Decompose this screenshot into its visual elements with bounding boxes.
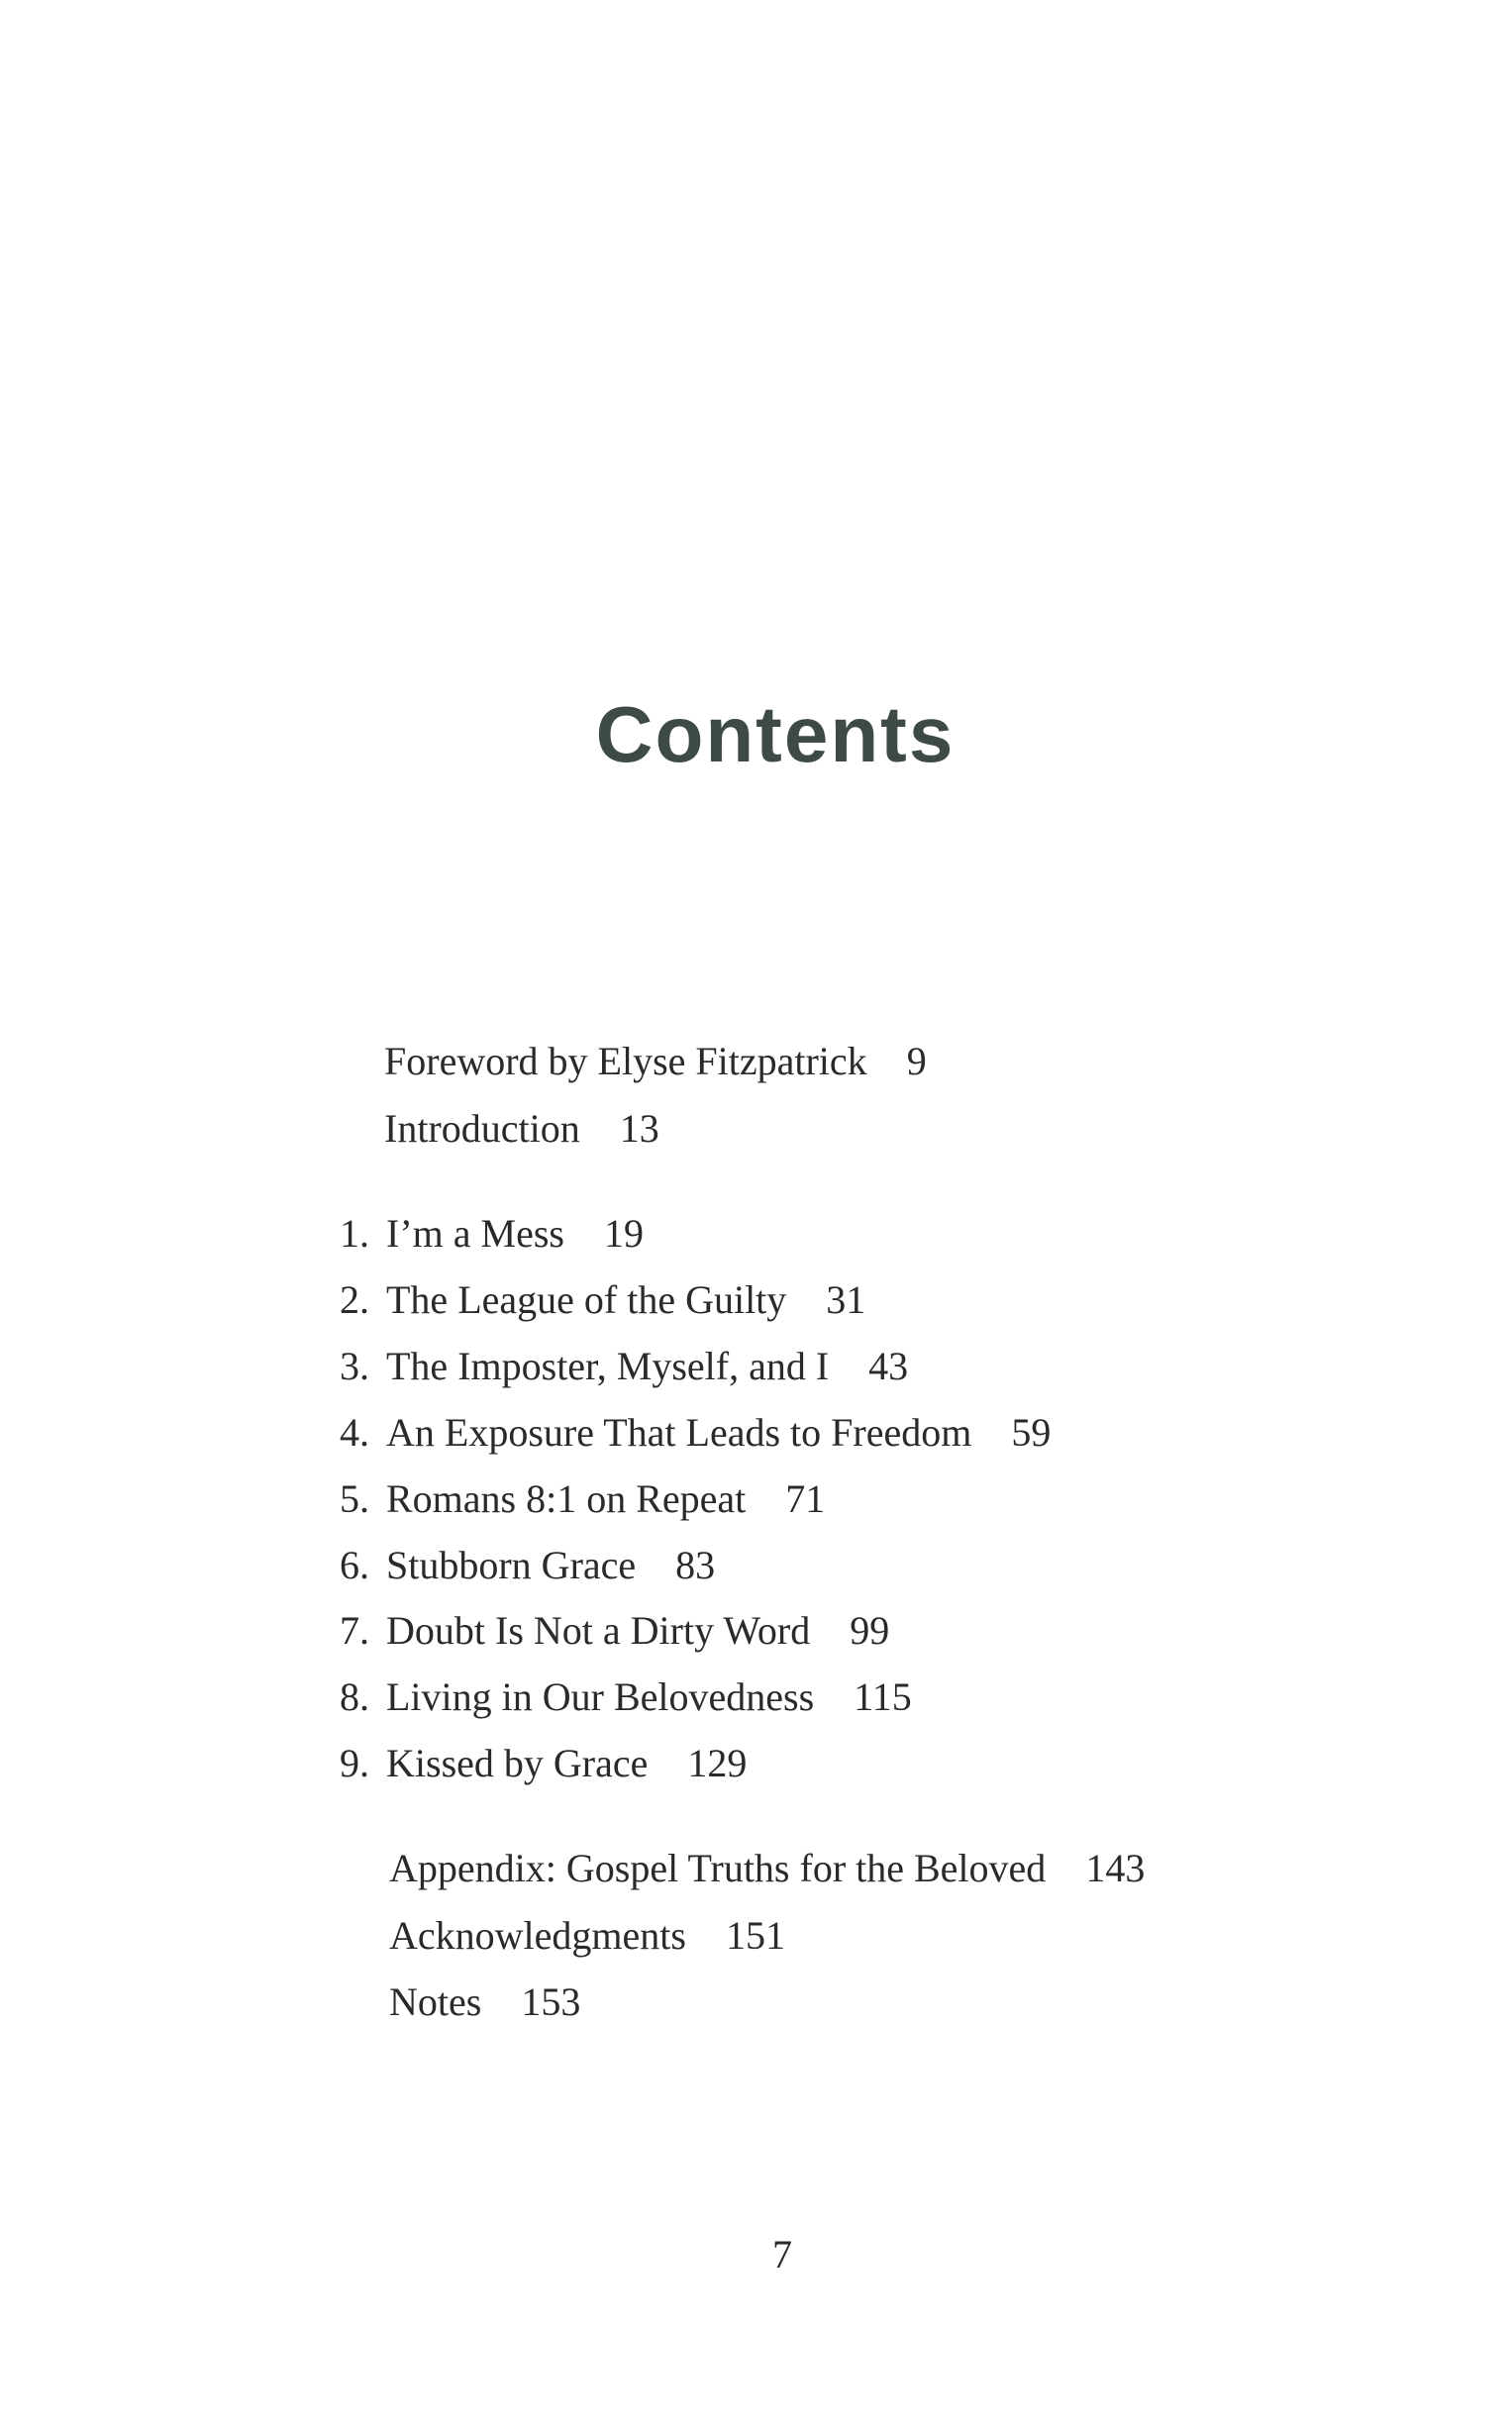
chapter-number: 6. bbox=[340, 1542, 369, 1587]
entry-label: The League of the Guilty bbox=[386, 1276, 787, 1322]
toc-entry-chapter bbox=[340, 1266, 865, 1333]
entry-label: Living in Our Belovedness bbox=[386, 1674, 815, 1720]
entry-page: 115 bbox=[854, 1674, 912, 1720]
entry-label: Acknowledgments bbox=[389, 1913, 686, 1958]
chapter-number: 8. bbox=[340, 1674, 369, 1720]
chapter-number: 5. bbox=[340, 1475, 369, 1521]
toc-entry-introduction bbox=[384, 1095, 659, 1162]
chapter-number: 3. bbox=[340, 1343, 369, 1388]
toc-entry-chapter bbox=[340, 1399, 1051, 1466]
entry-page: 13 bbox=[619, 1106, 659, 1151]
toc-entry-notes bbox=[389, 1969, 580, 2035]
chapter-number: 9. bbox=[340, 1741, 369, 1786]
entry-label: Foreword by Elyse Fitzpatrick bbox=[384, 1039, 867, 1083]
toc-entry-chapter bbox=[340, 1333, 908, 1399]
entry-page: 43 bbox=[868, 1343, 909, 1388]
chapter-number: 1. bbox=[340, 1211, 369, 1256]
toc-entry-chapter bbox=[340, 1532, 715, 1598]
page-title: Contents bbox=[595, 690, 956, 778]
entry-page: 151 bbox=[725, 1913, 785, 1958]
toc-entry-chapter bbox=[340, 1664, 912, 1730]
entry-page: 99 bbox=[850, 1608, 890, 1654]
chapter-number: 7. bbox=[340, 1608, 369, 1654]
entry-label: The Imposter, Myself, and I bbox=[386, 1343, 830, 1388]
toc-entry-foreword bbox=[384, 1028, 927, 1094]
entry-page: 59 bbox=[1011, 1409, 1052, 1455]
entry-label: Introduction bbox=[384, 1106, 580, 1151]
entry-label: An Exposure That Leads to Freedom bbox=[386, 1409, 972, 1455]
chapter-number: 4. bbox=[340, 1409, 369, 1455]
entry-label: Romans 8:1 on Repeat bbox=[386, 1475, 747, 1521]
entry-page: 153 bbox=[521, 1979, 581, 2024]
toc-entry-chapter bbox=[340, 1597, 889, 1664]
entry-page: 71 bbox=[785, 1475, 826, 1521]
entry-label: Stubborn Grace bbox=[386, 1542, 637, 1587]
toc-entry-appendix bbox=[389, 1835, 1145, 1901]
toc-entry-chapter bbox=[340, 1730, 747, 1796]
entry-label: Appendix: Gospel Truths for the Beloved bbox=[389, 1846, 1047, 1890]
entry-page: 9 bbox=[906, 1039, 927, 1083]
entry-page: 31 bbox=[826, 1276, 866, 1322]
entry-page: 129 bbox=[687, 1741, 748, 1786]
entry-label: Notes bbox=[389, 1979, 482, 2024]
entry-label: Doubt Is Not a Dirty Word bbox=[386, 1608, 811, 1654]
toc-entry-acknowledgments bbox=[389, 1902, 785, 1969]
chapter-number: 2. bbox=[340, 1276, 369, 1322]
entry-page: 19 bbox=[603, 1211, 644, 1256]
entry-page: 143 bbox=[1085, 1846, 1146, 1890]
entry-label: I’m a Mess bbox=[386, 1211, 564, 1256]
entry-label: Kissed by Grace bbox=[386, 1741, 649, 1786]
toc-entry-chapter bbox=[340, 1466, 825, 1532]
page-number: 7 bbox=[772, 2232, 792, 2277]
toc-entry-chapter bbox=[340, 1200, 644, 1266]
entry-page: 83 bbox=[675, 1542, 716, 1587]
